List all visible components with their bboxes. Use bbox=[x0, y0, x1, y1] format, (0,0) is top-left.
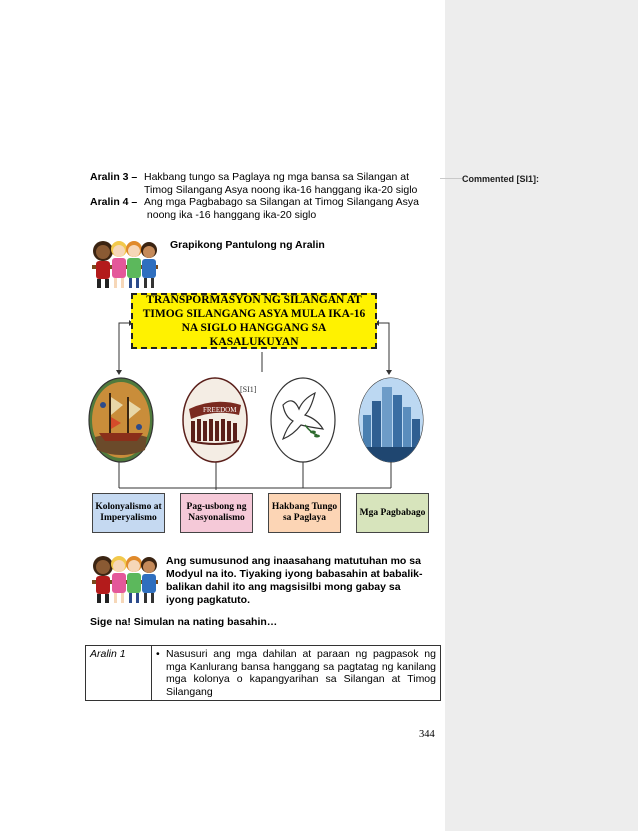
diagram-title: TRANSPORMASYON NG SILANGAN AT TIMOG SILANGANG ASYA MULA IKA-16 NA SIGLO HANGGANG SA KASALUKUYAN bbox=[131, 293, 377, 349]
lesson-title-line: Hakbang tungo sa Paglaya ng mga bansa sa Silangan at bbox=[144, 171, 410, 183]
lesson-list bbox=[90, 171, 430, 221]
marching-crowd-image bbox=[181, 375, 249, 465]
page-number: 344 bbox=[419, 729, 435, 740]
comment-label[interactable]: Commented [SI1]: bbox=[462, 174, 540, 184]
children-clipart-icon bbox=[89, 548, 161, 606]
category-pagbabago: Mga Pagbabago bbox=[356, 493, 429, 533]
table-row bbox=[86, 646, 441, 701]
children-clipart-icon bbox=[89, 233, 161, 291]
lesson-key: Aralin 3 – bbox=[90, 171, 138, 183]
category-nasyonalismo: Pag-usbong ng Nasyonalismo bbox=[180, 493, 253, 533]
lesson-title-line: noong ika -16 hanggang ika-20 siglo bbox=[144, 208, 317, 221]
comment-marker[interactable]: [SI1] bbox=[240, 385, 257, 394]
bullet-icon: • bbox=[156, 648, 160, 660]
graphic-organizer-heading: Grapikong Pantulong ng Aralin bbox=[170, 239, 325, 251]
lesson-3 bbox=[90, 171, 430, 196]
svg-text:FREEDOM: FREEDOM bbox=[203, 406, 237, 414]
category-paglaya: Hakbang Tungo sa Paglaya bbox=[268, 493, 341, 533]
comment-connector bbox=[440, 178, 462, 179]
objective-cell bbox=[152, 646, 441, 701]
lesson-title-line: Ang mga Pagbabago sa Silangan at Timog Silangang Asya bbox=[144, 196, 419, 208]
lesson-title bbox=[144, 171, 430, 196]
lesson-title-line: Timog Silangang Asya noong ika-16 hanggang ika-20 siglo bbox=[144, 183, 418, 196]
city-skyline-image bbox=[357, 375, 425, 465]
lesson-4 bbox=[90, 196, 430, 221]
comment-pane bbox=[445, 0, 638, 831]
lesson-title bbox=[144, 196, 430, 221]
objective-lesson: Aralin 1 bbox=[86, 646, 152, 701]
dove-image bbox=[269, 375, 337, 465]
start-reading-text: Sige na! Simulan na nating basahin… bbox=[90, 616, 278, 628]
category-kolonyalismo: Kolonyalismo at Imperyalismo bbox=[92, 493, 165, 533]
sailing-ships-image bbox=[87, 375, 155, 465]
objective-text: Nasusuri ang mga dahilan at paraan ng pagpasok ng mga Kanlurang bansa hanggang sa pagtatag ng kanilang mga kolonya o kapangyarihan sa Silangan at Timog Silangang bbox=[166, 648, 436, 698]
intro-paragraph: Ang sumusunod ang inaasahang matutuhan mo sa Modyul na ito. Tiyaking iyong babasahin at babalik-balikan dahil ito ang magsisilbi mong gabay sa iyong pagkatuto. bbox=[166, 555, 423, 606]
lesson-key: Aralin 4 – bbox=[90, 196, 138, 208]
objectives-table bbox=[85, 645, 441, 701]
